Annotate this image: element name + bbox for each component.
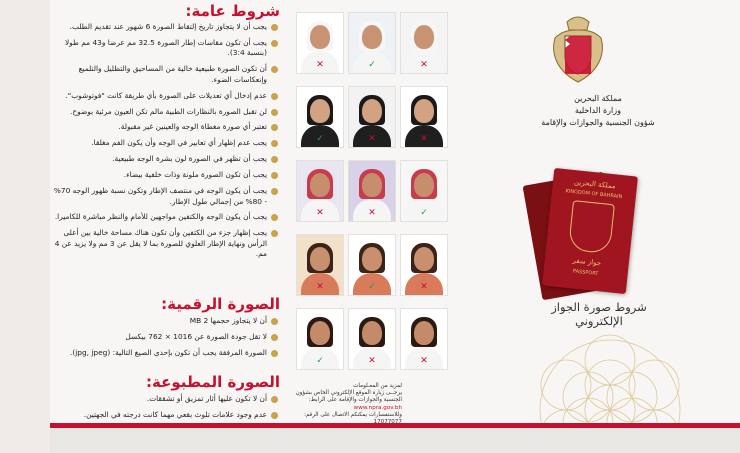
bullet-icon (271, 334, 278, 341)
photo-examples-grid (290, 8, 448, 370)
check-icon: ✓ (368, 282, 376, 292)
bullet-icon (271, 412, 278, 419)
face (362, 25, 382, 49)
example-photo (296, 86, 344, 148)
example-photo (296, 308, 344, 370)
cross-icon: ✕ (316, 282, 324, 292)
digital-photo-title: الصورة الرقمية: (161, 295, 280, 313)
ministry-name: مملكة البحرين وزارة الداخلية شؤون الجنسية والجوازات والإقامة (541, 94, 655, 127)
condition-item: يجب أن تكون الصورة ملونة وذات خلفية بيضاء. (50, 170, 278, 181)
bullet-icon (271, 396, 278, 403)
example-photo (296, 234, 344, 296)
website-link[interactable]: www.npra.gov.bh (353, 404, 402, 411)
check-icon: ✓ (420, 208, 428, 218)
face (310, 25, 330, 49)
cross-icon: ✕ (420, 134, 428, 144)
left-pattern-strip (0, 0, 50, 453)
condition-item: لا تقل جودة الصورة عن 1016 × 762 بيكسل (50, 332, 278, 343)
bullet-icon (271, 230, 278, 237)
condition-item: أن لا تكون عليها أثار تمزيق أو تشققات. (50, 394, 278, 405)
bullet-icon (271, 109, 278, 116)
cross-icon: ✕ (420, 282, 428, 292)
condition-item: يجب أن تكون مقاسات إطار الصورة 32.5 مم عرضا و43 مم طولا (بنسبة 3:4). (50, 38, 278, 59)
digital-photo-list (50, 316, 278, 364)
bullet-icon (271, 214, 278, 221)
cross-icon: ✕ (316, 208, 324, 218)
check-icon: ✓ (368, 60, 376, 70)
face (362, 321, 382, 345)
face (310, 321, 330, 345)
condition-item: يجب أن تظهر في الصورة لون بشرة الوجه طبيعية. (50, 154, 278, 165)
face (362, 173, 382, 197)
condition-item: يجب أن لا يتجاوز تاريخ إلتقاط الصورة 6 شهور عند تقديم الطلب. (50, 22, 278, 33)
bullet-icon (271, 66, 278, 73)
face (414, 173, 434, 197)
condition-item: عدم إدخال أي تعديلات على الصورة بأي طريقة كانت "فوتوشوب". (50, 91, 278, 102)
passport-emblem-icon (568, 200, 615, 254)
bahrain-coat-of-arms-logo (549, 12, 607, 84)
printed-photo-list (50, 394, 278, 426)
cross-icon: ✕ (316, 60, 324, 70)
condition-item: يجب عدم إظهار أي تعابير في الوجه وأن يكون الفم مغلقا. (50, 138, 278, 149)
condition-item: يجب إظهار جزء من الكتفين وأن تكون هناك مساحة خالية بين أعلى الرأس ونهاية الإطار العلوي للصورة بما لا يقل عن 3 مم ولا يزيد عن 4 مم. (50, 228, 278, 260)
document-title: شروط صورة الجواز الإلكتروني (551, 300, 647, 328)
check-icon: ✓ (316, 356, 324, 366)
cross-icon: ✕ (368, 356, 376, 366)
footer-band (50, 428, 740, 453)
face (310, 173, 330, 197)
face (310, 247, 330, 271)
bullet-icon (271, 93, 278, 100)
passport-front-cover: مملكة البحرين KINGDOM OF BAHRAIN جواز سفر PASSPORT (542, 168, 638, 294)
contact-info: لمزيد من المعـلومات يرجــى زيارة الموقع الإلكتروني الخاص بشؤون الجنسية والجوازات والإقامة على الرابط: www.npra.gov.bh وللاستفسارات يمكنكم الاتصال على الرقم: (284, 383, 402, 441)
general-conditions-title: شروط عامة: (185, 2, 280, 20)
example-photo (296, 160, 344, 222)
face (362, 247, 382, 271)
condition-item: عدم وجود علامات تلوث بقعي مهما كانت درجته في الجهتين. (50, 410, 278, 421)
cross-icon: ✕ (368, 134, 376, 144)
example-photo (296, 12, 344, 74)
bullet-icon (271, 140, 278, 147)
face (362, 99, 382, 123)
face (414, 321, 434, 345)
printed-photo-title: الصورة المطبوعة: (146, 373, 280, 391)
example-photo (348, 308, 396, 370)
cross-icon: ✕ (420, 356, 428, 366)
bullet-icon (271, 24, 278, 31)
bullet-icon (271, 318, 278, 325)
condition-item: أن تكون الصورة طبيعية خالية من المساحيق والتظليل والتلميع وإنعكاسات الضوء. (50, 64, 278, 85)
face (414, 99, 434, 123)
face (414, 25, 434, 49)
example-photo (348, 234, 396, 296)
example-photo (400, 160, 448, 222)
conditions-column (50, 0, 278, 425)
bullet-icon (271, 188, 278, 195)
example-photo (400, 308, 448, 370)
example-photo (348, 86, 396, 148)
example-photo (348, 160, 396, 222)
example-photo (400, 12, 448, 74)
condition-item: لن تقبل الصورة بالنظارات الطبية مالم تكن العيون مرئية بوضوح. (50, 107, 278, 118)
condition-item: يجب أن يكون الوجه والكتفين مواجهين للأمام والنظر مباشرة للكاميرا. (50, 212, 278, 223)
check-icon: ✓ (316, 134, 324, 144)
bullet-icon (271, 124, 278, 131)
bullet-icon (271, 350, 278, 357)
condition-item: الصورة المرفقة يجب أن تكون بإحدى الصيغ التالية: (jpg, jpeg). (50, 348, 278, 359)
cross-icon: ✕ (368, 208, 376, 218)
general-conditions-list (50, 22, 278, 265)
passport-image (528, 170, 636, 296)
example-photo (400, 86, 448, 148)
cross-icon: ✕ (420, 60, 428, 70)
example-photo (348, 12, 396, 74)
condition-item: يجب أن يكون الوجه في منتصف الإطار وتكون نسبة ظهور الوجه 70% - 80% من إجمالي طول الإطار. (50, 186, 278, 207)
condition-item: أن لا يتجاوز حجمها MB 2 (50, 316, 278, 327)
bullet-icon (271, 172, 278, 179)
example-photo (400, 234, 448, 296)
face (310, 99, 330, 123)
bullet-icon (271, 40, 278, 47)
face (414, 247, 434, 271)
bullet-icon (271, 156, 278, 163)
condition-item: تعتبر أي صورة مغطاة الوجه والعينين غير مقبولة. (50, 122, 278, 133)
